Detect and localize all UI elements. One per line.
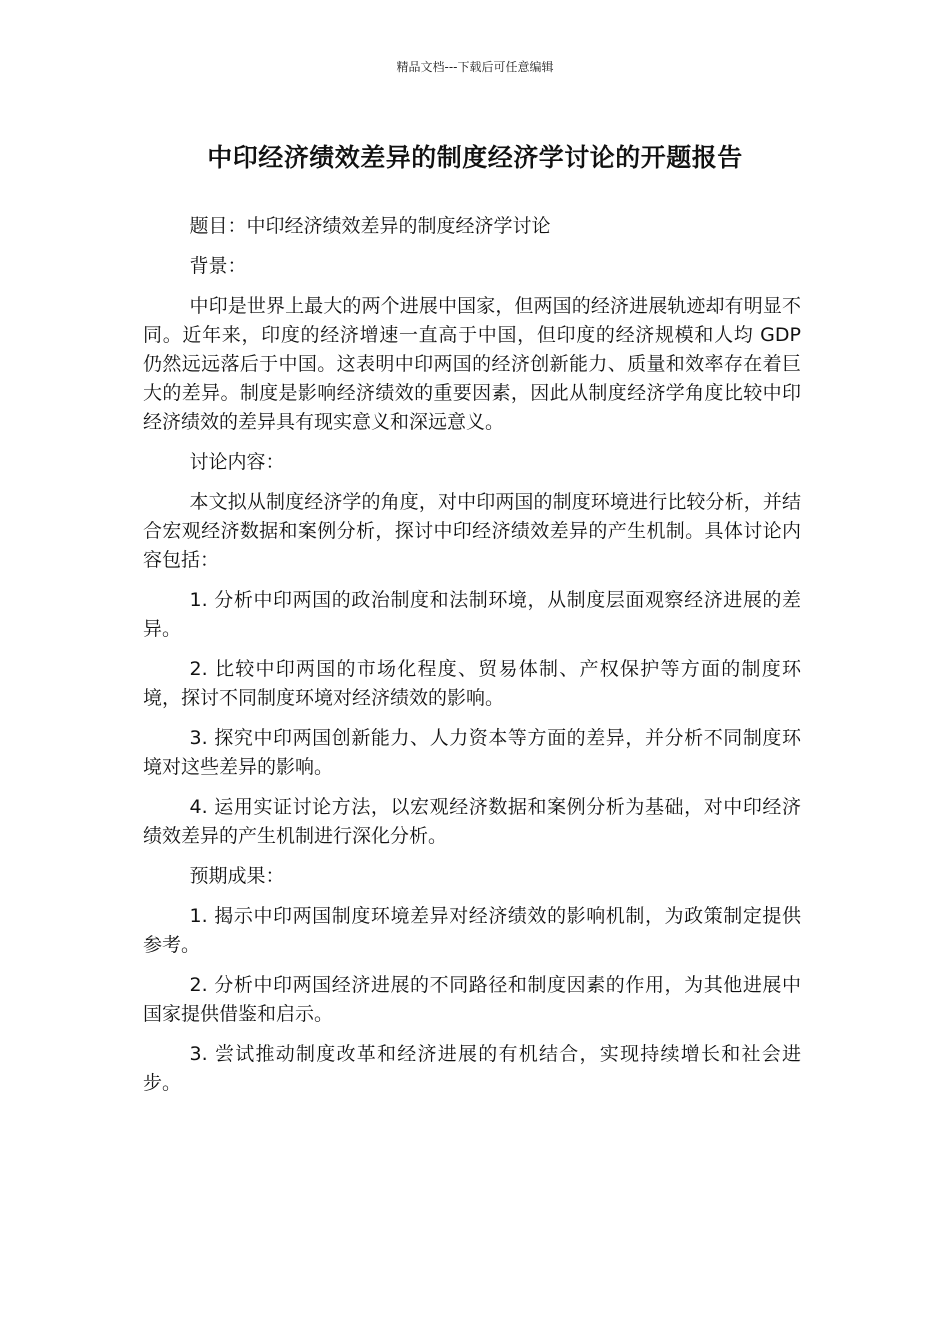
document-title: 中印经济绩效差异的制度经济学讨论的开题报告 — [207, 143, 743, 172]
section-heading-background: 背景： — [189, 255, 247, 277]
background-paragraph: 中印是世界上最大的两个进展中国家，但两国的经济进展轨迹却有明显不同。近年来，印度的经济增速一直高于中国，但印度的经济规模和人均 GDP 仍然远远落后于中国。这表明中印两国的经济创新能力、质量和效率存在着巨大的差异。制度是影响经济绩效的重要因素，因此从制度经济学角度比较中印经济绩效的差异具有现实意义和深远意义。 — [143, 295, 801, 433]
outcome-item: 1. 揭示中印两国制度环境差异对经济绩效的影响机制，为政策制定提供参考。 — [143, 905, 801, 956]
content-item: 3. 探究中印两国创新能力、人力资本等方面的差异，并分析不同制度环境对这些差异的影响。 — [143, 727, 801, 778]
outcome-item: 3. 尝试推动制度改革和经济进展的有机结合，实现持续增长和社会进步。 — [143, 1043, 801, 1094]
topic-line: 题目：中印经济绩效差异的制度经济学讨论 — [189, 215, 551, 237]
content-item: 4. 运用实证讨论方法，以宏观经济数据和案例分析为基础，对中印经济绩效差异的产生机制进行深化分析。 — [143, 796, 801, 847]
content-item: 1. 分析中印两国的政治制度和法制环境，从制度层面观察经济进展的差异。 — [143, 589, 801, 640]
outcome-item: 2. 分析中印两国经济进展的不同路径和制度因素的作用，为其他进展中国家提供借鉴和启示。 — [143, 974, 801, 1025]
content-intro-paragraph: 本文拟从制度经济学的角度，对中印两国的制度环境进行比较分析，并结合宏观经济数据和案例分析，探讨中印经济绩效差异的产生机制。具体讨论内容包括： — [143, 491, 801, 571]
section-heading-outcomes: 预期成果： — [189, 865, 285, 887]
document-body — [143, 212, 801, 1109]
section-heading-content: 讨论内容： — [189, 451, 285, 473]
content-item: 2. 比较中印两国的市场化程度、贸易体制、产权保护等方面的制度环境，探讨不同制度环境对经济绩效的影响。 — [143, 658, 801, 709]
header-note: 精品文档---下载后可任意编辑 — [396, 60, 554, 74]
